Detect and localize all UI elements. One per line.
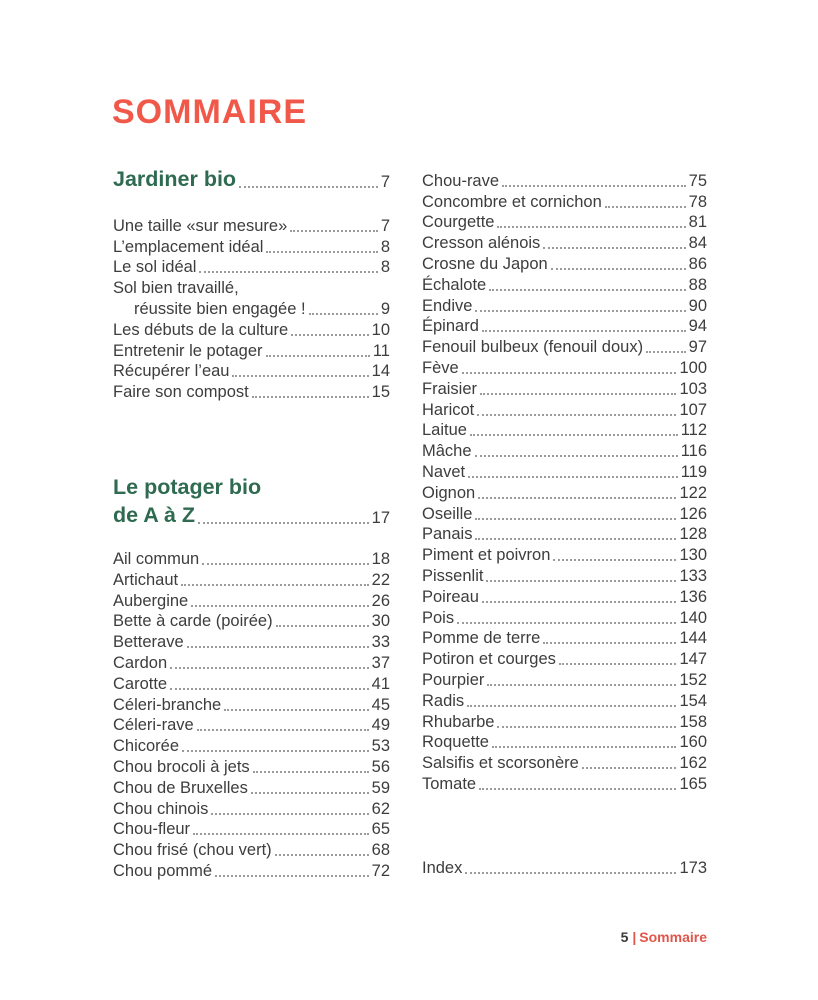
toc-list-potager [113, 548, 390, 881]
toc-entry-label: Chou chinois [113, 799, 209, 818]
leader-dots [181, 584, 369, 586]
toc-entry-label: Chou pommé [113, 861, 213, 880]
toc-entry-page: 9 [380, 299, 390, 318]
toc-entry-page: 7 [380, 216, 390, 235]
toc-entry-label: Fève [422, 358, 459, 377]
toc-entry-label: Pourpier [422, 670, 485, 689]
toc-entry-label: Panais [422, 525, 473, 544]
toc-entry-page: 22 [371, 570, 390, 589]
toc-entry-page: 147 [679, 650, 707, 669]
toc-entry-page: 72 [371, 861, 390, 880]
leader-dots [497, 726, 676, 728]
toc-entry-page: 68 [371, 841, 390, 860]
toc-entry-page: 144 [679, 629, 707, 648]
toc-entry [113, 236, 390, 257]
toc-entry [422, 690, 707, 711]
leader-dots [646, 351, 686, 353]
toc-entry-label: Ail commun [113, 549, 200, 568]
section-page-number: 7 [380, 173, 390, 191]
leader-dots [475, 455, 678, 457]
leader-dots [492, 746, 677, 748]
toc-entry-page: 140 [679, 608, 707, 627]
toc-entry [422, 274, 707, 295]
toc-entry [113, 756, 390, 777]
leader-dots [309, 313, 378, 315]
toc-entry-page: 49 [371, 716, 390, 735]
toc-entry [113, 694, 390, 715]
toc-entry-label: Piment et poivron [422, 546, 551, 565]
toc-entry [113, 548, 390, 569]
toc-entry [422, 461, 707, 482]
toc-entry-page: 53 [371, 737, 390, 756]
leader-dots [266, 251, 377, 253]
leader-dots [253, 771, 369, 773]
toc-entry-page: 100 [679, 358, 707, 377]
toc-entry-label: Les débuts de la culture [113, 320, 289, 339]
footer-section-label: Sommaire [639, 929, 707, 945]
toc-entry-label: Laitue [422, 421, 467, 440]
toc-entry-label: Concombre et cornichon [422, 192, 602, 211]
toc-entry-page: 62 [371, 799, 390, 818]
toc-entry-page: 160 [679, 733, 707, 752]
toc-entry-label: Chou-fleur [113, 820, 191, 839]
leader-dots [211, 813, 368, 815]
leader-dots [187, 646, 369, 648]
toc-entry-label: Oignon [422, 483, 476, 502]
leader-dots [477, 414, 676, 416]
toc-entry-label: Fenouil bulbeux (fenouil doux) [422, 338, 644, 357]
toc-entry-label: Navet [422, 462, 466, 481]
toc-entry [113, 860, 390, 881]
leader-dots [482, 601, 677, 603]
toc-entry-label: L’emplacement idéal [113, 237, 264, 256]
section-heading: Jardiner bio [113, 167, 237, 191]
toc-entry-page: 84 [688, 234, 707, 253]
leader-dots [502, 185, 686, 187]
footer-page-number: 5 [620, 929, 629, 945]
leader-dots [251, 792, 369, 794]
leader-dots [478, 497, 676, 499]
toc-entry-page: 86 [688, 254, 707, 273]
toc-entry [113, 673, 390, 694]
leader-dots [497, 226, 685, 228]
toc-entry [422, 316, 707, 337]
toc-entry-page: 30 [371, 612, 390, 631]
page-footer [621, 929, 707, 945]
toc-entry-label: Chou brocoli à jets [113, 757, 250, 776]
section-heading-line1: Le potager bio [113, 475, 262, 500]
leader-dots [482, 330, 686, 332]
toc-entry-page: 94 [688, 317, 707, 336]
section-heading-line2: de A à Z [113, 503, 196, 528]
leader-dots [215, 875, 369, 877]
leader-dots [468, 476, 678, 478]
toc-entry-label: Chou-rave [422, 171, 500, 190]
toc-entry-page: 119 [680, 462, 707, 481]
toc-entry-page: 10 [371, 320, 390, 339]
toc-entry-page: 56 [371, 757, 390, 776]
leader-dots [487, 684, 676, 686]
toc-entry [422, 295, 707, 316]
toc-entry [113, 652, 390, 673]
leader-dots [170, 667, 369, 669]
leader-dots [553, 559, 676, 561]
section-page-number: 17 [371, 509, 390, 528]
toc-entry-index [422, 857, 707, 878]
leader-dots [551, 268, 686, 270]
toc-entry [422, 503, 707, 524]
toc-entry [422, 440, 707, 461]
leader-dots [198, 522, 369, 524]
toc-entry-page: 33 [371, 633, 390, 652]
toc-entry-label: Pois [422, 608, 455, 627]
toc-entry [422, 773, 707, 794]
toc-entry-page: 136 [679, 587, 707, 606]
toc-entry-page: 26 [371, 591, 390, 610]
toc-entry [113, 839, 390, 860]
toc-entry-label: Roquette [422, 733, 489, 752]
leader-dots [489, 289, 685, 291]
toc-entry-label: Potiron et courges [422, 650, 556, 669]
toc-entry-label: Chou frisé (chou vert) [113, 841, 272, 860]
toc-list-jardiner [113, 215, 390, 402]
toc-entry-page: 154 [679, 691, 707, 710]
toc-entry-label: Endive [422, 296, 473, 315]
toc-entry [113, 569, 390, 590]
toc-entry-label: Pissenlit [422, 566, 484, 585]
leader-dots [276, 625, 369, 627]
leader-dots [252, 396, 369, 398]
leader-dots [543, 247, 685, 249]
toc-entry [422, 711, 707, 732]
toc-entry-label: Cresson alénois [422, 234, 541, 253]
toc-entry [422, 565, 707, 586]
leader-dots [290, 230, 378, 232]
leader-dots [470, 434, 678, 436]
toc-entry [422, 607, 707, 628]
toc-entry-page: 130 [679, 546, 707, 565]
toc-entry [113, 715, 390, 736]
section-heading-row-potager [113, 500, 390, 528]
leader-dots [202, 563, 368, 565]
toc-entry-page: 116 [680, 442, 707, 461]
leader-dots [191, 605, 368, 607]
toc-entry [422, 336, 707, 357]
toc-column-left [113, 166, 390, 881]
toc-entry [113, 735, 390, 756]
toc-entry-page: 15 [371, 383, 390, 402]
toc-entry [422, 253, 707, 274]
page-title: SOMMAIRE [112, 93, 307, 131]
toc-entry [113, 798, 390, 819]
toc-entry-page: 18 [371, 549, 390, 568]
toc-entry-label: Entretenir le potager [113, 341, 263, 360]
leader-dots [486, 580, 676, 582]
leader-dots [467, 705, 676, 707]
toc-entry-page: 173 [679, 858, 707, 877]
leader-dots [193, 833, 369, 835]
leader-dots [475, 518, 676, 520]
toc-entry-page: 152 [679, 670, 707, 689]
leader-dots [232, 375, 368, 377]
toc-entry-label: Carotte [113, 674, 168, 693]
toc-entry-label: Artichaut [113, 570, 179, 589]
toc-entry [422, 752, 707, 773]
toc-entry-page: 103 [679, 379, 707, 398]
section-heading-block-potager [113, 472, 390, 528]
toc-entry-page: 11 [372, 341, 390, 360]
toc-entry-page: 112 [680, 421, 707, 440]
toc-entry-label: Faire son compost [113, 383, 249, 402]
toc-list-potager-continued [422, 170, 707, 794]
toc-entry-label: Bette à carde (poirée) [113, 612, 273, 631]
toc-entry-page: 14 [371, 362, 390, 381]
leader-dots [465, 872, 676, 874]
toc-entry-page: 162 [679, 754, 707, 773]
toc-entry [422, 524, 707, 545]
toc-entry [113, 361, 390, 382]
toc-entry-page: 8 [380, 258, 390, 277]
leader-dots [479, 788, 676, 790]
toc-entry [422, 669, 707, 690]
toc-entry [422, 586, 707, 607]
toc-entry [113, 381, 390, 402]
toc-entry-label: Courgette [422, 213, 495, 232]
toc-entry-label: Salsifis et scorsonère [422, 754, 579, 773]
toc-entry [113, 319, 390, 340]
toc-entry-page: 65 [371, 820, 390, 839]
toc-entry [113, 819, 390, 840]
toc-entry-label: Oseille [422, 504, 473, 523]
footer-separator: | [632, 929, 637, 945]
toc-entry [113, 257, 390, 278]
toc-entry-label: Mâche [422, 442, 472, 461]
toc-entry [422, 732, 707, 753]
leader-dots [462, 372, 677, 374]
toc-entry-page: 128 [679, 525, 707, 544]
section-heading-row-jardiner [113, 166, 390, 192]
leader-dots [224, 709, 368, 711]
toc-entry [422, 544, 707, 565]
leader-dots [291, 334, 368, 336]
toc-entry [422, 357, 707, 378]
toc-entry [422, 378, 707, 399]
toc-entry-page: 78 [688, 192, 707, 211]
toc-entry-label: Betterave [113, 633, 184, 652]
toc-entry-page: 37 [371, 653, 390, 672]
toc-entry-page: 97 [688, 338, 707, 357]
toc-entry-label: Rhubarbe [422, 712, 495, 731]
toc-entry [422, 191, 707, 212]
toc-entry-label: Une taille «sur mesure» [113, 216, 288, 235]
leader-dots [559, 663, 677, 665]
toc-entry-page: 45 [371, 695, 390, 714]
toc-entry [113, 340, 390, 361]
toc-entry-page: 133 [679, 566, 707, 585]
toc-entry [113, 215, 390, 236]
toc-entry-label: Épinard [422, 317, 479, 336]
toc-entry-page: 88 [688, 275, 707, 294]
toc-entry-label: Cardon [113, 653, 168, 672]
leader-dots [199, 271, 377, 273]
toc-entry-page: 126 [679, 504, 707, 523]
toc-entry-label: Céleri-rave [113, 716, 194, 735]
toc-entry-page: 165 [679, 774, 707, 793]
toc-entry-label: Le sol idéal [113, 258, 197, 277]
toc-entry [113, 777, 390, 798]
toc-entry-label: Sol bien travaillé, [113, 279, 239, 298]
toc-column-right [422, 170, 707, 878]
toc-entry-page: 41 [371, 674, 390, 693]
toc-entry-page: 8 [380, 237, 390, 256]
toc-entry-page: 107 [679, 400, 707, 419]
toc-entry [113, 611, 390, 632]
leader-dots [457, 622, 676, 624]
toc-entry-label: Crosne du Japon [422, 254, 548, 273]
leader-dots [170, 688, 369, 690]
leader-dots [182, 750, 369, 752]
toc-entry-page: 90 [688, 296, 707, 315]
toc-entry-label: Index [422, 858, 463, 877]
leader-dots [275, 854, 369, 856]
toc-entry-label: Échalote [422, 275, 487, 294]
toc-entry-label: Pomme de terre [422, 629, 541, 648]
toc-entry-page: 75 [688, 171, 707, 190]
toc-entry-label: Radis [422, 691, 465, 710]
toc-entry-label: Chicorée [113, 737, 180, 756]
leader-dots [480, 393, 676, 395]
toc-entry-label: Fraisier [422, 379, 478, 398]
leader-dots [197, 729, 369, 731]
toc-entry-label: Haricot [422, 400, 475, 419]
toc-entry-page: 59 [371, 778, 390, 797]
toc-entry-label: Récupérer l’eau [113, 362, 230, 381]
leader-dots [582, 767, 677, 769]
toc-entry-label: Chou de Bruxelles [113, 778, 248, 797]
toc-entry [422, 648, 707, 669]
leader-dots [266, 355, 370, 357]
toc-entry [422, 420, 707, 441]
toc-entry [422, 232, 707, 253]
toc-entry [113, 631, 390, 652]
toc-entry [422, 212, 707, 233]
toc-entry [422, 628, 707, 649]
toc-entry [113, 298, 390, 319]
toc-entry-label: réussite bien engagée ! [134, 299, 306, 318]
leader-dots [605, 206, 686, 208]
toc-entry [422, 170, 707, 191]
toc-entry-label: Poireau [422, 587, 479, 606]
leader-dots [475, 310, 685, 312]
toc-entry-page: 158 [679, 712, 707, 731]
leader-dots [543, 642, 676, 644]
toc-entry-label: Céleri-branche [113, 695, 222, 714]
toc-entry-label: Aubergine [113, 591, 189, 610]
toc-entry [422, 399, 707, 420]
toc-entry-label: Tomate [422, 774, 477, 793]
toc-entry [113, 590, 390, 611]
toc-entry-page: 122 [679, 483, 707, 502]
leader-dots [239, 186, 378, 188]
leader-dots [475, 538, 676, 540]
toc-entry [422, 482, 707, 503]
toc-entry [113, 277, 390, 298]
toc-entry-page: 81 [688, 213, 707, 232]
